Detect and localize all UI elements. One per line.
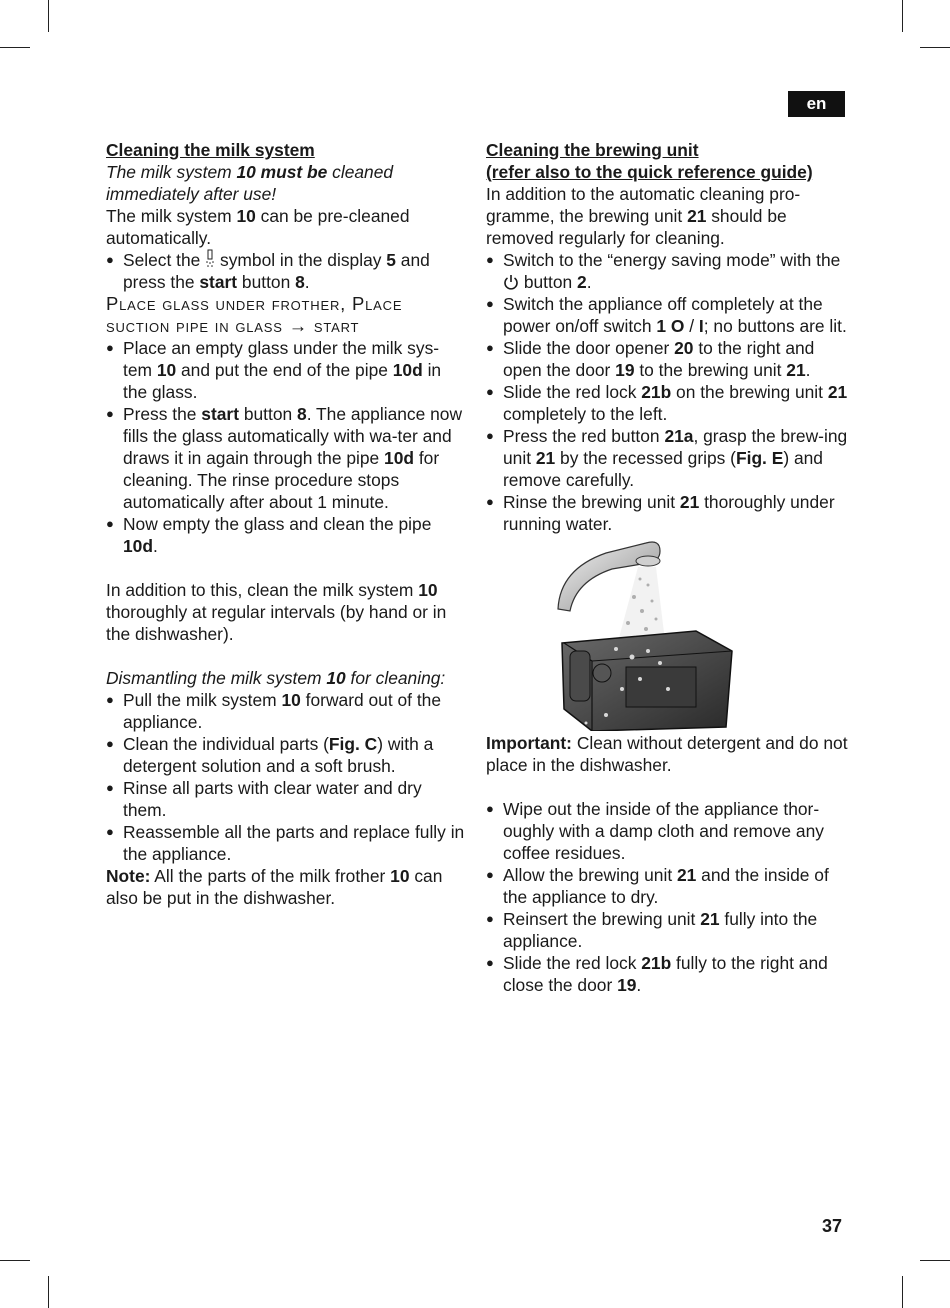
crop-mark — [920, 1260, 950, 1261]
list-item: ● Now empty the glass and clean the pipe 10d. — [106, 513, 468, 557]
list-item: ● Slide the red lock 21b fully to the right and close the door 19. — [486, 952, 848, 996]
list-item: ● Reinsert the brewing unit 21 fully into the appliance. — [486, 908, 848, 952]
crop-mark — [902, 1276, 903, 1308]
crop-mark — [0, 47, 30, 48]
list-item: ● Rinse the brewing unit 21 thoroughly under running water. — [486, 491, 848, 535]
list-item: ● Press the red button 21a, grasp the brew-ing unit 21 by the recessed grips (Fig. E) and remove carefully. — [486, 425, 848, 491]
crop-mark — [902, 0, 903, 32]
dismantle-heading: Dismantling the milk system 10 for cleaning: — [106, 668, 446, 688]
list-item: ● Switch to the “energy saving mode” with the button 2. — [486, 249, 848, 293]
crop-mark — [48, 0, 49, 32]
rinsing-illustration — [556, 539, 736, 731]
language-badge: en — [788, 91, 845, 117]
list-item: ● Press the start button 8. The appliance now fills the glass automatically with wa-ter and draws it in again through the pipe 10d for cleaning. The rinse procedure stops automatically after about 1 minute. — [106, 403, 468, 513]
note-text: Note: All the parts of the milk frother 10 can also be put in the dishwasher. — [106, 866, 443, 908]
list-item: ● Place an empty glass under the milk sys-tem 10 and put the end of the pipe 10d in the glass. — [106, 337, 468, 403]
section-heading-milk: Cleaning the milk system — [106, 140, 315, 160]
crop-mark — [0, 1260, 30, 1261]
crop-mark — [920, 47, 950, 48]
precleaned-text: The milk system 10 can be pre-cleaned automatically. — [106, 206, 410, 248]
list-item: ● Wipe out the inside of the appliance thor-oughly with a damp cloth and remove any coffee residues. — [486, 798, 848, 864]
important-text: Important: Clean without detergent and do not place in the dishwasher. — [486, 733, 848, 775]
list-item: ● Switch the appliance off completely at the power on/off switch 1 O / I; no buttons are lit. — [486, 293, 848, 337]
addition-text: In addition to this, clean the milk system 10 thoroughly at regular intervals (by hand or in the dishwasher). — [106, 580, 447, 644]
page-number: 37 — [822, 1216, 843, 1236]
list-item: ● Slide the door opener 20 to the right and open the door 19 to the brewing unit 21. — [486, 337, 848, 381]
finish-steps-list — [486, 798, 848, 996]
crop-mark — [48, 1276, 49, 1308]
list-item: ● Allow the brewing unit 21 and the inside of the appliance to dry. — [486, 864, 848, 908]
list-item: ● Reassemble all the parts and replace fully in the appliance. — [106, 821, 468, 865]
list-item: ● Rinse all parts with clear water and dry them. — [106, 777, 468, 821]
right-column — [486, 139, 848, 996]
display-message: Place glass under frother, Place suction pipe in glass → start — [106, 293, 403, 336]
milk-steps-list — [106, 337, 468, 557]
figure-rinsing-brewing-unit — [486, 535, 848, 732]
brewing-steps-list — [486, 249, 848, 535]
left-column — [106, 139, 468, 909]
dismantle-list — [106, 689, 468, 865]
select-list — [106, 249, 468, 293]
list-item: ● Select the symbol in the display 5 and press the start button 8. — [106, 249, 468, 293]
warning-text: The milk system 10 must be cleaned immediately after use! — [106, 162, 394, 204]
list-item: ● Clean the individual parts (Fig. C) with a detergent solution and a soft brush. — [106, 733, 468, 777]
milk-clean-icon — [205, 249, 215, 267]
list-item: ● Slide the red lock 21b on the brewing unit 21 completely to the left. — [486, 381, 848, 425]
power-icon — [503, 273, 519, 289]
brewing-intro: In addition to the automatic cleaning pro-gramme, the brewing unit 21 should be removed regularly for cleaning. — [486, 184, 801, 248]
list-item: ● Pull the milk system 10 forward out of the appliance. — [106, 689, 468, 733]
section-heading-brewing: Cleaning the brewing unit — [486, 140, 699, 160]
section-subheading-brewing: (refer also to the quick reference guide) — [486, 162, 813, 182]
